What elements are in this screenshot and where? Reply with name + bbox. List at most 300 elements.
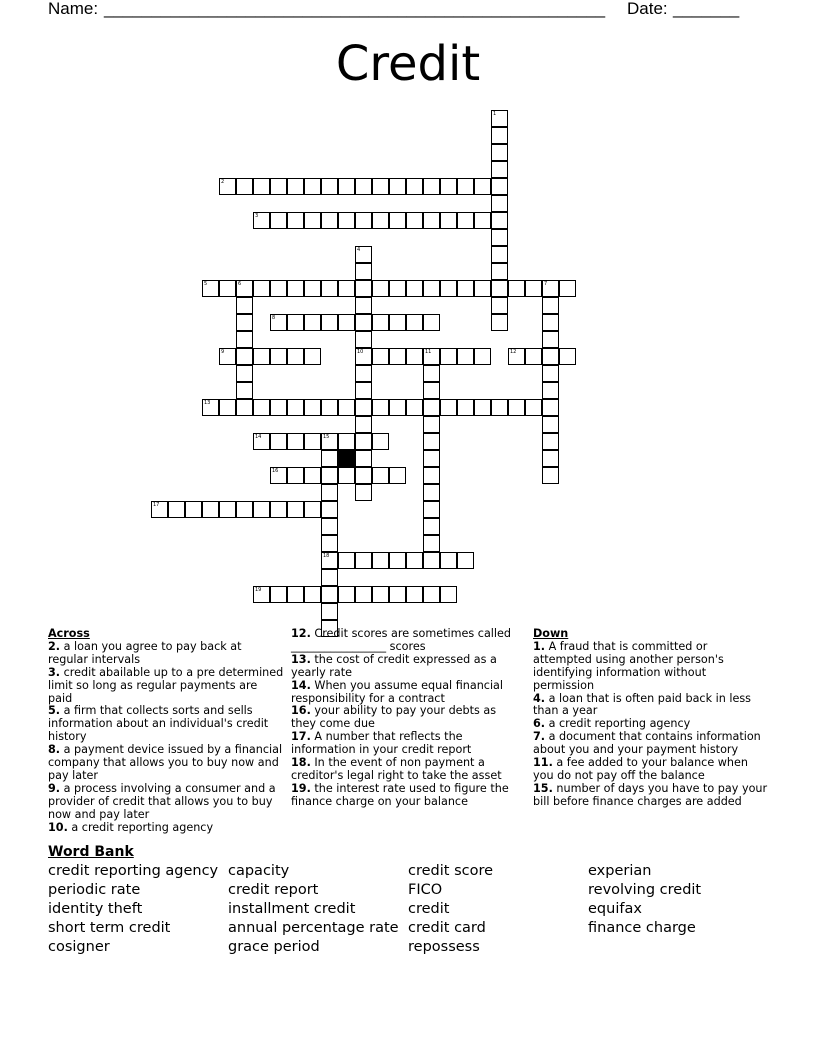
grid-cell[interactable] (151, 501, 168, 518)
grid-cell[interactable] (491, 212, 508, 229)
grid-cell[interactable] (423, 416, 440, 433)
grid-cell[interactable] (236, 280, 253, 297)
word-bank-item: annual percentage rate (228, 920, 399, 936)
grid-cell[interactable] (321, 433, 338, 450)
grid-cell[interactable] (508, 399, 525, 416)
grid-cell[interactable] (219, 280, 236, 297)
clue-across-8 (48, 744, 284, 783)
name-label: Name: (48, 0, 99, 18)
clue-text: credit abailable up to a pre determined limit so long as regular payments are paid (48, 665, 284, 705)
grid-cell[interactable] (287, 501, 304, 518)
grid-cell[interactable] (355, 212, 372, 229)
grid-cell[interactable] (219, 501, 236, 518)
grid-cell[interactable] (236, 348, 253, 365)
grid-cell[interactable] (236, 399, 253, 416)
grid-cell[interactable] (321, 212, 338, 229)
grid-cell[interactable] (423, 518, 440, 535)
grid-cell[interactable] (491, 161, 508, 178)
grid-cell[interactable] (542, 314, 559, 331)
grid-cell[interactable] (338, 178, 355, 195)
clue-number: 10 (357, 349, 364, 355)
grid-cell[interactable] (406, 212, 423, 229)
grid-cell[interactable] (321, 399, 338, 416)
grid-cell[interactable] (304, 348, 321, 365)
clue-number-label: 15. (533, 781, 553, 795)
clue-number-label: 2. (48, 639, 61, 653)
grid-cell[interactable] (491, 195, 508, 212)
grid-cell[interactable] (270, 212, 287, 229)
grid-cell[interactable] (372, 314, 389, 331)
grid-cell[interactable] (321, 603, 338, 620)
grid-cell[interactable] (304, 501, 321, 518)
grid-cell[interactable] (457, 348, 474, 365)
word-bank-item: experian (588, 863, 652, 879)
grid-cell[interactable] (389, 212, 406, 229)
grid-cell[interactable] (389, 348, 406, 365)
grid-cell[interactable] (236, 365, 253, 382)
grid-cell[interactable] (338, 586, 355, 603)
clue-text: the interest rate used to figure the finance charge on your balance (291, 781, 509, 808)
grid-cell[interactable] (168, 501, 185, 518)
grid-cell[interactable] (406, 280, 423, 297)
clue-text: a loan you agree to pay back at regular intervals (48, 639, 242, 666)
grid-cell[interactable] (270, 467, 287, 484)
grid-cell[interactable] (236, 314, 253, 331)
grid-cell[interactable] (355, 314, 372, 331)
word-bank-item: credit report (228, 882, 319, 898)
grid-cell[interactable] (542, 467, 559, 484)
grid-cell[interactable] (423, 467, 440, 484)
grid-cell[interactable] (542, 433, 559, 450)
black-cell (338, 450, 355, 467)
grid-cell[interactable] (542, 382, 559, 399)
grid-cell[interactable] (457, 212, 474, 229)
clue-text: A number that reflects the information in your credit report (291, 730, 472, 757)
grid-cell[interactable] (287, 433, 304, 450)
grid-cell[interactable] (355, 178, 372, 195)
word-bank-column (228, 862, 399, 957)
clue-number: 1 (493, 111, 497, 117)
grid-cell[interactable] (423, 280, 440, 297)
grid-cell[interactable] (253, 280, 270, 297)
grid-cell[interactable] (491, 314, 508, 331)
grid-cell[interactable] (287, 467, 304, 484)
grid-cell[interactable] (236, 501, 253, 518)
grid-cell[interactable] (389, 280, 406, 297)
grid-cell[interactable] (423, 552, 440, 569)
clue-text: a fee added to your balance when you do not pay off the balance (533, 756, 748, 782)
grid-cell[interactable] (270, 348, 287, 365)
grid-cell[interactable] (287, 399, 304, 416)
grid-cell[interactable] (423, 535, 440, 552)
clue-number-label: 8. (48, 743, 61, 757)
clue-number-label: 18. (291, 756, 311, 770)
grid-cell[interactable] (440, 280, 457, 297)
word-bank-item: short term credit (48, 920, 171, 936)
clue-number-label: 14. (291, 678, 311, 692)
name-line[interactable]: _____________________________________________________ (104, 0, 606, 18)
grid-cell[interactable] (491, 110, 508, 127)
across-heading: Across (48, 627, 90, 640)
grid-cell[interactable] (423, 382, 440, 399)
grid-cell[interactable] (508, 280, 525, 297)
clue-text: a payment device issued by a financial company that allows you to buy now and pay later (48, 743, 283, 782)
grid-cell[interactable] (542, 280, 559, 297)
grid-cell[interactable] (270, 314, 287, 331)
grid-cell[interactable] (491, 127, 508, 144)
grid-cell[interactable] (423, 433, 440, 450)
word-bank-column (408, 862, 493, 957)
clue-text: In the event of non payment a creditor's legal right to take the asset (291, 756, 502, 782)
grid-cell[interactable] (542, 416, 559, 433)
grid-cell[interactable] (372, 433, 389, 450)
grid-cell[interactable] (304, 467, 321, 484)
grid-cell[interactable] (321, 569, 338, 586)
clue-number-label: 3. (48, 665, 61, 679)
clue-number-label: 16. (291, 704, 311, 718)
clue-across-19 (291, 783, 517, 809)
grid-cell[interactable] (423, 501, 440, 518)
grid-cell[interactable] (236, 297, 253, 314)
clue-text: a loan that is often paid back in less than a year (533, 691, 752, 718)
grid-cell[interactable] (355, 263, 372, 280)
grid-cell[interactable] (525, 399, 542, 416)
grid-cell[interactable] (304, 399, 321, 416)
grid-cell[interactable] (321, 178, 338, 195)
grid-cell[interactable] (406, 178, 423, 195)
grid-cell[interactable] (423, 484, 440, 501)
clue-number: 9 (221, 349, 225, 355)
word-bank-item: periodic rate (48, 882, 141, 898)
clue-down-4 (533, 693, 769, 719)
grid-cell[interactable] (372, 586, 389, 603)
date-line[interactable]: _______ (673, 0, 740, 18)
grid-cell[interactable] (491, 229, 508, 246)
grid-cell[interactable] (270, 586, 287, 603)
grid-cell[interactable] (542, 331, 559, 348)
grid-cell[interactable] (372, 178, 389, 195)
grid-cell[interactable] (423, 348, 440, 365)
grid-cell[interactable] (321, 450, 338, 467)
grid-cell[interactable] (559, 280, 576, 297)
grid-cell[interactable] (338, 467, 355, 484)
clue-number: 8 (272, 315, 276, 321)
grid-cell[interactable] (423, 399, 440, 416)
grid-cell[interactable] (423, 178, 440, 195)
grid-cell[interactable] (304, 433, 321, 450)
grid-cell[interactable] (508, 348, 525, 365)
clue-number-label: 19. (291, 781, 311, 795)
grid-cell[interactable] (202, 280, 219, 297)
clue-across-5 (48, 705, 284, 744)
word-bank-item: equifax (588, 901, 642, 917)
grid-cell[interactable] (253, 178, 270, 195)
grid-cell[interactable] (423, 586, 440, 603)
grid-cell[interactable] (338, 314, 355, 331)
grid-cell[interactable] (457, 178, 474, 195)
grid-cell[interactable] (474, 212, 491, 229)
clue-number: 12 (510, 349, 517, 355)
grid-cell[interactable] (355, 382, 372, 399)
grid-cell[interactable] (304, 212, 321, 229)
clue-number-label: 11. (533, 756, 553, 770)
word-bank-item: cosigner (48, 939, 110, 955)
clue-text: the cost of credit expressed as a yearly rate (291, 652, 497, 679)
grid-cell[interactable] (321, 518, 338, 535)
grid-cell[interactable] (491, 399, 508, 416)
clue-number-label: 17. (291, 730, 311, 744)
grid-cell[interactable] (236, 382, 253, 399)
grid-cell[interactable] (355, 433, 372, 450)
grid-cell[interactable] (423, 365, 440, 382)
word-bank-item: repossess (408, 939, 480, 955)
grid-cell[interactable] (338, 433, 355, 450)
grid-cell[interactable] (491, 178, 508, 195)
clue-number: 18 (323, 553, 330, 559)
grid-cell[interactable] (423, 314, 440, 331)
grid-cell[interactable] (406, 348, 423, 365)
clue-number: 3 (255, 213, 259, 219)
grid-cell[interactable] (287, 314, 304, 331)
grid-cell[interactable] (287, 586, 304, 603)
grid-cell[interactable] (321, 314, 338, 331)
grid-cell[interactable] (338, 212, 355, 229)
clue-across-14 (291, 680, 517, 706)
clue-number: 11 (425, 349, 432, 355)
word-bank-item: revolving credit (588, 882, 702, 898)
clue-text: When you assume equal financial responsibility for a contract (291, 678, 504, 705)
grid-cell[interactable] (440, 178, 457, 195)
grid-cell[interactable] (270, 501, 287, 518)
grid-cell[interactable] (287, 178, 304, 195)
grid-cell[interactable] (491, 144, 508, 161)
grid-cell[interactable] (321, 535, 338, 552)
grid-cell[interactable] (236, 331, 253, 348)
date-label: Date: (627, 0, 668, 18)
grid-cell[interactable] (270, 433, 287, 450)
grid-cell[interactable] (321, 586, 338, 603)
clue-number-label: 13. (291, 652, 311, 666)
grid-cell[interactable] (219, 399, 236, 416)
across-clues (48, 628, 284, 835)
grid-cell[interactable] (355, 348, 372, 365)
clue-down-1 (533, 641, 769, 693)
clue-text: A fraud that is committed or attempted using another person's identifying information without permission (533, 639, 724, 692)
grid-cell[interactable] (491, 246, 508, 263)
down-heading: Down (533, 627, 569, 640)
clue-number: 7 (544, 281, 548, 287)
grid-cell[interactable] (372, 552, 389, 569)
word-bank-item: credit reporting agency (48, 863, 219, 879)
grid-cell[interactable] (253, 399, 270, 416)
grid-cell[interactable] (372, 348, 389, 365)
grid-cell[interactable] (406, 314, 423, 331)
clue-number: 19 (255, 587, 262, 593)
grid-cell[interactable] (474, 178, 491, 195)
grid-cell[interactable] (440, 399, 457, 416)
grid-cell[interactable] (389, 314, 406, 331)
grid-cell[interactable] (440, 348, 457, 365)
grid-cell[interactable] (491, 280, 508, 297)
word-bank-item: installment credit (228, 901, 356, 917)
grid-cell[interactable] (202, 501, 219, 518)
grid-cell[interactable] (406, 399, 423, 416)
grid-cell[interactable] (423, 450, 440, 467)
grid-cell[interactable] (355, 365, 372, 382)
grid-cell[interactable] (355, 586, 372, 603)
grid-cell[interactable] (253, 212, 270, 229)
clue-number-label: 6. (533, 717, 546, 731)
grid-cell[interactable] (355, 552, 372, 569)
grid-cell[interactable] (542, 450, 559, 467)
grid-cell[interactable] (542, 348, 559, 365)
word-bank-column (588, 862, 701, 938)
word-bank-item: finance charge (588, 920, 696, 936)
grid-cell[interactable] (253, 433, 270, 450)
grid-cell[interactable] (202, 399, 219, 416)
grid-cell[interactable] (389, 552, 406, 569)
grid-cell[interactable] (355, 450, 372, 467)
clue-across-16 (291, 705, 517, 731)
grid-cell[interactable] (253, 586, 270, 603)
grid-cell[interactable] (270, 178, 287, 195)
grid-cell[interactable] (355, 246, 372, 263)
clue-text: your ability to pay your debts as they come due (291, 704, 497, 731)
grid-cell[interactable] (304, 280, 321, 297)
grid-cell[interactable] (474, 399, 491, 416)
word-bank-item: credit score (408, 863, 494, 879)
grid-cell[interactable] (491, 297, 508, 314)
grid-cell[interactable] (372, 467, 389, 484)
grid-cell[interactable] (321, 467, 338, 484)
grid-cell[interactable] (389, 586, 406, 603)
word-bank-title: Word Bank (48, 844, 134, 860)
clue-number-label: 1. (533, 639, 546, 653)
grid-cell[interactable] (185, 501, 202, 518)
grid-cell[interactable] (406, 586, 423, 603)
grid-cell[interactable] (372, 212, 389, 229)
grid-cell[interactable] (321, 501, 338, 518)
clue-text: Credit scores are sometimes called _________________ scores (291, 627, 512, 653)
clue-text: a firm that collects sorts and sells information about an individual's credit history (48, 704, 269, 744)
grid-cell[interactable] (270, 399, 287, 416)
grid-cell[interactable] (423, 212, 440, 229)
word-bank-item: grace period (228, 939, 320, 955)
grid-cell[interactable] (440, 586, 457, 603)
clue-across-10 (48, 822, 284, 835)
grid-cell[interactable] (457, 552, 474, 569)
grid-cell[interactable] (474, 280, 491, 297)
word-bank-column (48, 862, 218, 957)
clue-number: 4 (357, 247, 361, 253)
grid-cell[interactable] (321, 484, 338, 501)
clue-number-label: 5. (48, 704, 61, 718)
grid-cell[interactable] (355, 484, 372, 501)
grid-cell[interactable] (559, 348, 576, 365)
grid-cell[interactable] (542, 365, 559, 382)
grid-cell[interactable] (304, 178, 321, 195)
clue-text: a credit reporting agency (545, 717, 691, 731)
clue-number-label: 9. (48, 781, 61, 795)
grid-cell[interactable] (219, 348, 236, 365)
grid-cell[interactable] (542, 297, 559, 314)
grid-cell[interactable] (304, 586, 321, 603)
grid-cell[interactable] (338, 280, 355, 297)
grid-cell[interactable] (525, 348, 542, 365)
grid-cell[interactable] (372, 399, 389, 416)
grid-cell[interactable] (338, 399, 355, 416)
grid-cell[interactable] (491, 263, 508, 280)
clue-number: 14 (255, 434, 262, 440)
clue-down-15 (533, 783, 769, 809)
grid-cell[interactable] (372, 280, 389, 297)
grid-cell[interactable] (355, 399, 372, 416)
grid-cell[interactable] (355, 467, 372, 484)
clue-text: a document that contains information about you and your payment history (533, 730, 761, 757)
clue-across-18 (291, 757, 517, 783)
clue-number: 15 (323, 434, 330, 440)
grid-cell[interactable] (389, 178, 406, 195)
grid-cell[interactable] (406, 552, 423, 569)
grid-cell[interactable] (525, 280, 542, 297)
clue-text: a credit reporting agency (67, 820, 214, 834)
clue-number: 5 (204, 281, 208, 287)
grid-cell[interactable] (389, 467, 406, 484)
clue-number: 13 (204, 400, 211, 406)
clue-text: a process involving a consumer and a provider of credit that allows you to buy now and pay later (48, 781, 276, 821)
grid-cell[interactable] (355, 416, 372, 433)
grid-cell[interactable] (355, 297, 372, 314)
grid-cell[interactable] (440, 212, 457, 229)
word-bank-item: identity theft (48, 901, 143, 917)
grid-cell[interactable] (236, 178, 253, 195)
clue-number-label: 10. (48, 820, 68, 834)
clue-across-3 (48, 667, 284, 706)
grid-cell[interactable] (321, 552, 338, 569)
grid-cell[interactable] (270, 280, 287, 297)
clue-number: 2 (221, 179, 225, 185)
clue-number-label: 12. (291, 627, 311, 640)
grid-cell[interactable] (304, 314, 321, 331)
grid-cell[interactable] (355, 331, 372, 348)
grid-cell[interactable] (440, 552, 457, 569)
grid-cell[interactable] (253, 501, 270, 518)
page-title: Credit (335, 36, 481, 92)
clue-number: 16 (272, 468, 279, 474)
clue-across-17 (291, 731, 517, 757)
clue-text: number of days you have to pay your bill before finance charges are added (533, 781, 768, 808)
word-bank-item: credit card (408, 920, 486, 936)
word-bank-item: credit (408, 901, 450, 917)
grid-cell[interactable] (321, 280, 338, 297)
clue-number-label: 4. (533, 691, 546, 705)
grid-cell[interactable] (457, 399, 474, 416)
grid-cell[interactable] (474, 348, 491, 365)
grid-cell[interactable] (457, 280, 474, 297)
grid-cell[interactable] (338, 552, 355, 569)
grid-cell[interactable] (219, 178, 236, 195)
grid-cell[interactable] (253, 348, 270, 365)
clue-number: 6 (238, 281, 242, 287)
grid-cell[interactable] (389, 399, 406, 416)
clue-across-13 (291, 654, 517, 680)
grid-cell[interactable] (287, 212, 304, 229)
grid-cell[interactable] (355, 280, 372, 297)
grid-cell[interactable] (287, 280, 304, 297)
clue-across-12 (291, 628, 517, 654)
grid-cell[interactable] (287, 348, 304, 365)
grid-cell[interactable] (542, 399, 559, 416)
